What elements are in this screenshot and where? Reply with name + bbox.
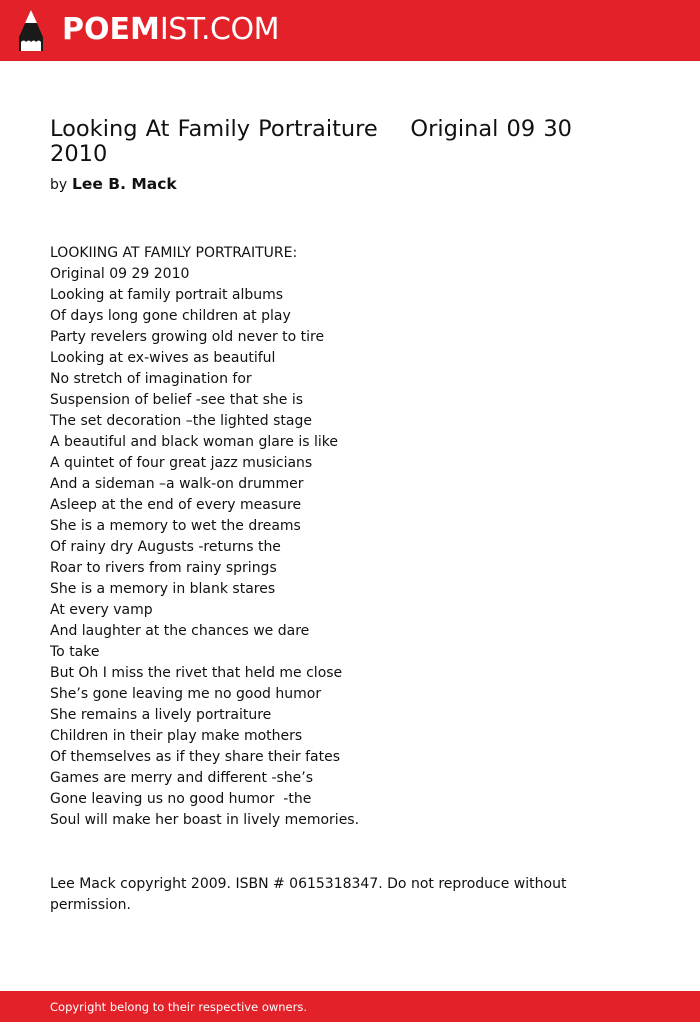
poem-line: Looking at ex-wives as beautiful: [50, 350, 276, 366]
poem-line: Original 09 29 2010: [50, 266, 190, 282]
poem-line: Of themselves as if they share their fates: [50, 749, 340, 765]
poem-line: Looking at family portrait albums: [50, 287, 284, 303]
pencil-icon[interactable]: [18, 9, 44, 52]
footer-copyright: Copyright belong to their respective owners.: [50, 1000, 308, 1014]
poem-line: She’s gone leaving me no good humor: [50, 686, 322, 702]
poem-line: Of days long gone children at play: [50, 308, 291, 324]
poem-line: She remains a lively portraiture: [50, 707, 272, 723]
site-logo[interactable]: [62, 12, 279, 48]
poem-line: Party revelers growing old never to tire: [50, 329, 325, 345]
poem-line: And a sideman –a walk-on drummer: [50, 476, 304, 492]
poem-line: To take: [50, 644, 100, 660]
site-header: [0, 0, 700, 61]
poem-line: A beautiful and black woman glare is like: [50, 434, 338, 450]
poem-line: At every vamp: [50, 602, 153, 618]
poem-line: LOOKIING AT FAMILY PORTRAITURE:: [50, 245, 298, 261]
poem-line: No stretch of imagination for: [50, 371, 252, 387]
poem-line: The set decoration –the lighted stage: [50, 413, 312, 429]
poem-line: Children in their play make mothers: [50, 728, 303, 744]
poem-line: But Oh I miss the rivet that held me close: [50, 665, 343, 681]
poem-line: Gone leaving us no good humor -the: [50, 791, 312, 807]
logo-bold-part: POEM: [62, 12, 160, 47]
poem-body: [50, 243, 650, 831]
poem-line: She is a memory in blank stares: [50, 581, 276, 597]
poem-line: Games are merry and different -she’s: [50, 770, 314, 786]
poem-line: Suspension of belief -see that she is: [50, 392, 304, 408]
poem-line: She is a memory to wet the dreams: [50, 518, 301, 534]
poem-title: Looking At Family Portraiture Original 09 30 2010: [50, 116, 581, 167]
poem-line: Roar to rivers from rainy springs: [50, 560, 277, 576]
poem-line: Soul will make her boast in lively memories.: [50, 812, 360, 828]
poem-line: And laughter at the chances we dare: [50, 623, 310, 639]
poem-line: Of rainy dry Augusts -returns the: [50, 539, 281, 555]
byline: [50, 174, 177, 195]
author-name: Lee B. Mack: [71, 175, 177, 193]
poem-line: A quintet of four great jazz musicians: [50, 455, 313, 471]
site-footer: [0, 991, 700, 1022]
poem-line: Asleep at the end of every measure: [50, 497, 302, 513]
logo-light-part: IST.COM: [159, 12, 279, 47]
poem-copyright-note: Lee Mack copyright 2009. ISBN # 0615318347. Do not reproduce without permission.: [50, 876, 567, 913]
by-label: by: [50, 177, 68, 193]
